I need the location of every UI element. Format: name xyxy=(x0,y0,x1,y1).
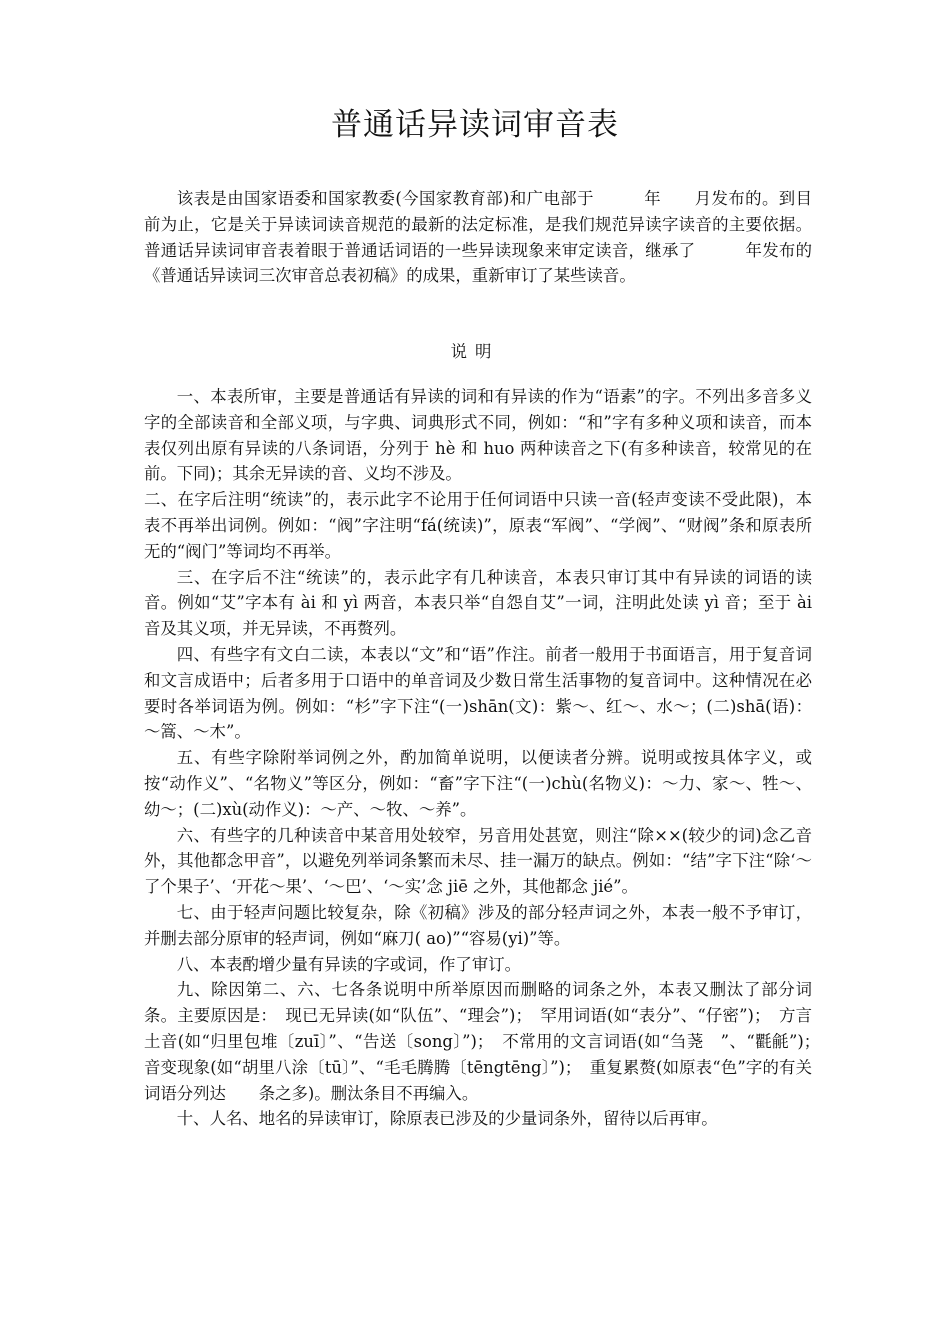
section-heading: 说明 xyxy=(450,342,500,361)
paragraph-9: 九、除因第二、六、七各条说明中所举原因而删略的词条之外，本表又删汰了部分词条。主要原因是： 现已无异读(如“队伍”、“理会”)； 罕用词语(如“表分”、“仔密”)； 方言土音(如“归里包堆〔zuī〕”、“告送〔song〕”)； 不常用的文言词语(如“刍荛 ”、“氍毹”)； 音变现象(如“胡里八涂〔tū〕”、“毛毛腾腾〔tēngtēng〕”)； 重复累赘(如原表“色”字的有关词语分列达 条之多)。删汰条目不再编入。 xyxy=(144,980,829,1103)
paragraph-10: 十、人名、地名的异读审订，除原表已涉及的少量词条外，留待以后再审。 xyxy=(176,1109,718,1129)
paragraph-2: 二、在字后注明“统读”的，表示此字不论用于任何词语中只读一音(轻声变读不受此限)，本表不再举出词例。例如：“阀”字注明“fá(统读)”，原表“军阀”、“学阀”、“财阀”条和原表所无的“阀门”等词均不再举。 xyxy=(144,490,812,561)
explanation-body xyxy=(144,384,829,1132)
paragraph-4: 四、有些字有文白二读，本表以“文”和“语”作注。前者一般用于书面语言，用于复音词和文言成语中；后者多用于口语中的单音词及少数日常生活事物的复音词中。这种情况在必要时各举词语为例。例如：“杉”字下注“(一)shān(文)：紫～、红～、水～；(二)shā(语)：～篙、～木”。 xyxy=(144,644,812,742)
paragraph-6: 六、有些字的几种读音中某音用处较窄，另音用处甚宽，则注“除××(较少的词)念乙音外，其他都念甲音”，以避免列举词条繁而未尽、挂一漏万的缺点。例如：“结”字下注“除‘～了个果子’、‘开花～果’、‘～巴’、‘～实’念 jiē 之外，其他都念 jié”。 xyxy=(144,825,812,897)
paragraph-5: 五、有些字除附举词例之外，酌加简单说明，以便读者分辨。说明或按具体字义，或按“动作义”、“名物义”等区分，例如：“畜”字下注“(一)chù(名物义)：～力、家～、牲～、幼～；(二)xù(动作义)：～产、～牧、～养”。 xyxy=(144,748,812,819)
paragraph-3: 三、在字后不注“统读”的，表示此字有几种读音，本表只审订其中有异读的词语的读音。例如“艾”字本有 ài 和 yì 两音，本表只举“自怨自艾”一词，注明此处读 yì 音；至于 ài 音及其义项，并无异读，不再赘列。 xyxy=(144,567,812,639)
paragraph-7: 七、由于轻声问题比较复杂，除《初稿》涉及的部分轻声词之外，本表一般不予审订，并删去部分原审的轻声词，例如“麻刀( ao)”“容易(yi)”等。 xyxy=(144,902,812,948)
intro-paragraph: 该表是由国家语委和国家教委(今国家教育部)和广电部于 年 月发布的。到目前为止，它是关于异读词读音规范的最新的法定标准，是我们规范异读字读音的主要依据。普通话异读词审音表着眼于普通话词语的一些异读现象来审定读音，继承了 年发布的《普通话异读词三次审音总表初稿》的成果，重新审订了某些读音。 xyxy=(144,189,812,286)
paragraph-1: 一、本表所审，主要是普通话有异读的词和有异读的作为“语素”的字。不列出多音多义字的全部读音和全部义项，与字典、词典形式不同，例如：“和”字有多种义项和读音，而本表仅列出原有异读的八条词语，分列于 hè 和 huo 两种读音之下(有多种读音，较常见的在前。下同)；其余无异读的音、义均不涉及。 xyxy=(144,387,812,484)
document-title: 普通话异读词审音表 xyxy=(331,107,619,143)
paragraph-8: 八、本表酌增少量有异读的字或词，作了审订。 xyxy=(176,954,521,974)
